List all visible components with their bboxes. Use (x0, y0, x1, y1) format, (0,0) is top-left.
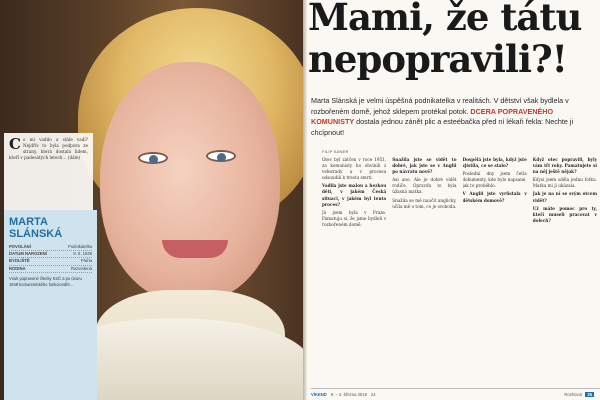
fact-row (9, 244, 92, 251)
portrait-eye-right (206, 150, 236, 162)
dropcap: C (9, 135, 21, 153)
article-column-1 (322, 157, 386, 381)
fact-value: Podnikatelka (68, 244, 92, 249)
fact-label: DATUM NAROZENÍ (9, 251, 47, 257)
footer-magazine: Rozhovor (564, 392, 583, 397)
paragraph: Asi ano. Ale je dobré vidět rodiče. Opravdu to byla úžasná matka. (392, 177, 457, 195)
question: V Anglii jste vyrůstala v dětském domově? (462, 191, 527, 203)
footer-section: VÍKEND (311, 392, 327, 397)
lead-highlight: DCERA POPRAVENÉHO KOMUNISTY (311, 106, 554, 127)
fact-label: BYDLIŠTĚ (9, 258, 30, 264)
profile-name: MARTA SLÁNSKÁ (9, 216, 63, 240)
footer-date: 9. – 2. března 2018 (330, 392, 367, 397)
fact-label: RODINA (9, 265, 26, 271)
question: Když otec popravili, byly vám tři roky. Pamatujete si na něj ještě nějak? (532, 157, 597, 175)
profile-facts (9, 244, 92, 273)
paragraph: Snažila se mě naučit anglicky, učila mě o tom, co je svoboda. (392, 197, 457, 209)
page-footer (311, 388, 600, 400)
paragraph: Kdysi jsem sděla jednu fotku. Matka mi ji ukázala. (532, 177, 597, 189)
paragraph: Poslední dny jsem četla dokumenty, kde bylo napsané, jak to proběhlo. (462, 171, 527, 189)
fact-row (9, 258, 92, 265)
fact-value: 8. 6. 1949 (73, 251, 92, 257)
article-column-2 (392, 157, 456, 381)
article-headline (308, 0, 600, 80)
question: Už máte pomoc pro ty, kteří museli pracovat v dolech? (532, 205, 597, 223)
paragraph: Otec byl zatčen v roce 1951, za komunisty ho obvinili z velezrady a v procesu odsoudili k trestu smrti. (322, 157, 387, 181)
fact-row (9, 251, 92, 258)
fact-label: POVOLÁNÍ (9, 244, 31, 249)
portrait-mouth (162, 240, 228, 258)
article-lead (311, 96, 597, 138)
portrait-eye-left (138, 152, 168, 164)
article-column-4 (533, 157, 597, 381)
byline: FILIP SANER (322, 149, 349, 154)
fact-value: Praha (80, 258, 92, 264)
footer-page-left: 24 (370, 392, 376, 397)
page-spine (303, 0, 307, 400)
profile-bio: Vnuk popravené členky KSČ a po únoru 1948 komunistického funkcionáře... (9, 275, 82, 287)
question: Dospělá jste byla, když jste zjistila, co se stalo? (462, 157, 527, 169)
article-column-3 (463, 157, 527, 381)
footer-left (311, 392, 376, 397)
lead-text-before: Marta Slánská je velmi úspěšná podnikatelka v realitách. V dětství však bydlela v rozbořeném domě, jehož sklepem protékal potok. (311, 96, 569, 116)
headline-line-2: nepopravili?! (308, 37, 567, 81)
portrait-face (100, 62, 280, 302)
lead-text-after: dostala jednou zánět plic a esteébačka před ní lékaři řekla: Nechte ji chcípnout! (311, 117, 574, 137)
question: Snažila jste se vidět to dobré, jak jste se v Anglii po návratu nově? (392, 157, 457, 175)
paragraph: Já jsem byla v Praze. Pamatuju si, že jsme bydleli v rozbořeném domě. (322, 209, 387, 227)
left-column-body (9, 137, 88, 161)
question: Vadila jste malou a hezkou děti, v jakém Česká situaci, v jakém byl tento proces? (322, 183, 387, 207)
footer-right (564, 392, 594, 397)
article-columns (322, 157, 597, 381)
question: Jak je na ní se svým otcem vidět? (532, 191, 597, 203)
headline-line-1: Mami, že tátu (308, 0, 582, 39)
fact-value: Rozvedená (70, 265, 92, 271)
fact-row (9, 266, 92, 273)
left-column-text: o mi vadilo a stále vadí? Nejdřív to byla podpora ze strany, která dostala lidem, kteří v padesátých letech... (dále) (9, 137, 88, 160)
profile-info-box (4, 210, 97, 400)
footer-page-right: 25 (587, 392, 592, 397)
